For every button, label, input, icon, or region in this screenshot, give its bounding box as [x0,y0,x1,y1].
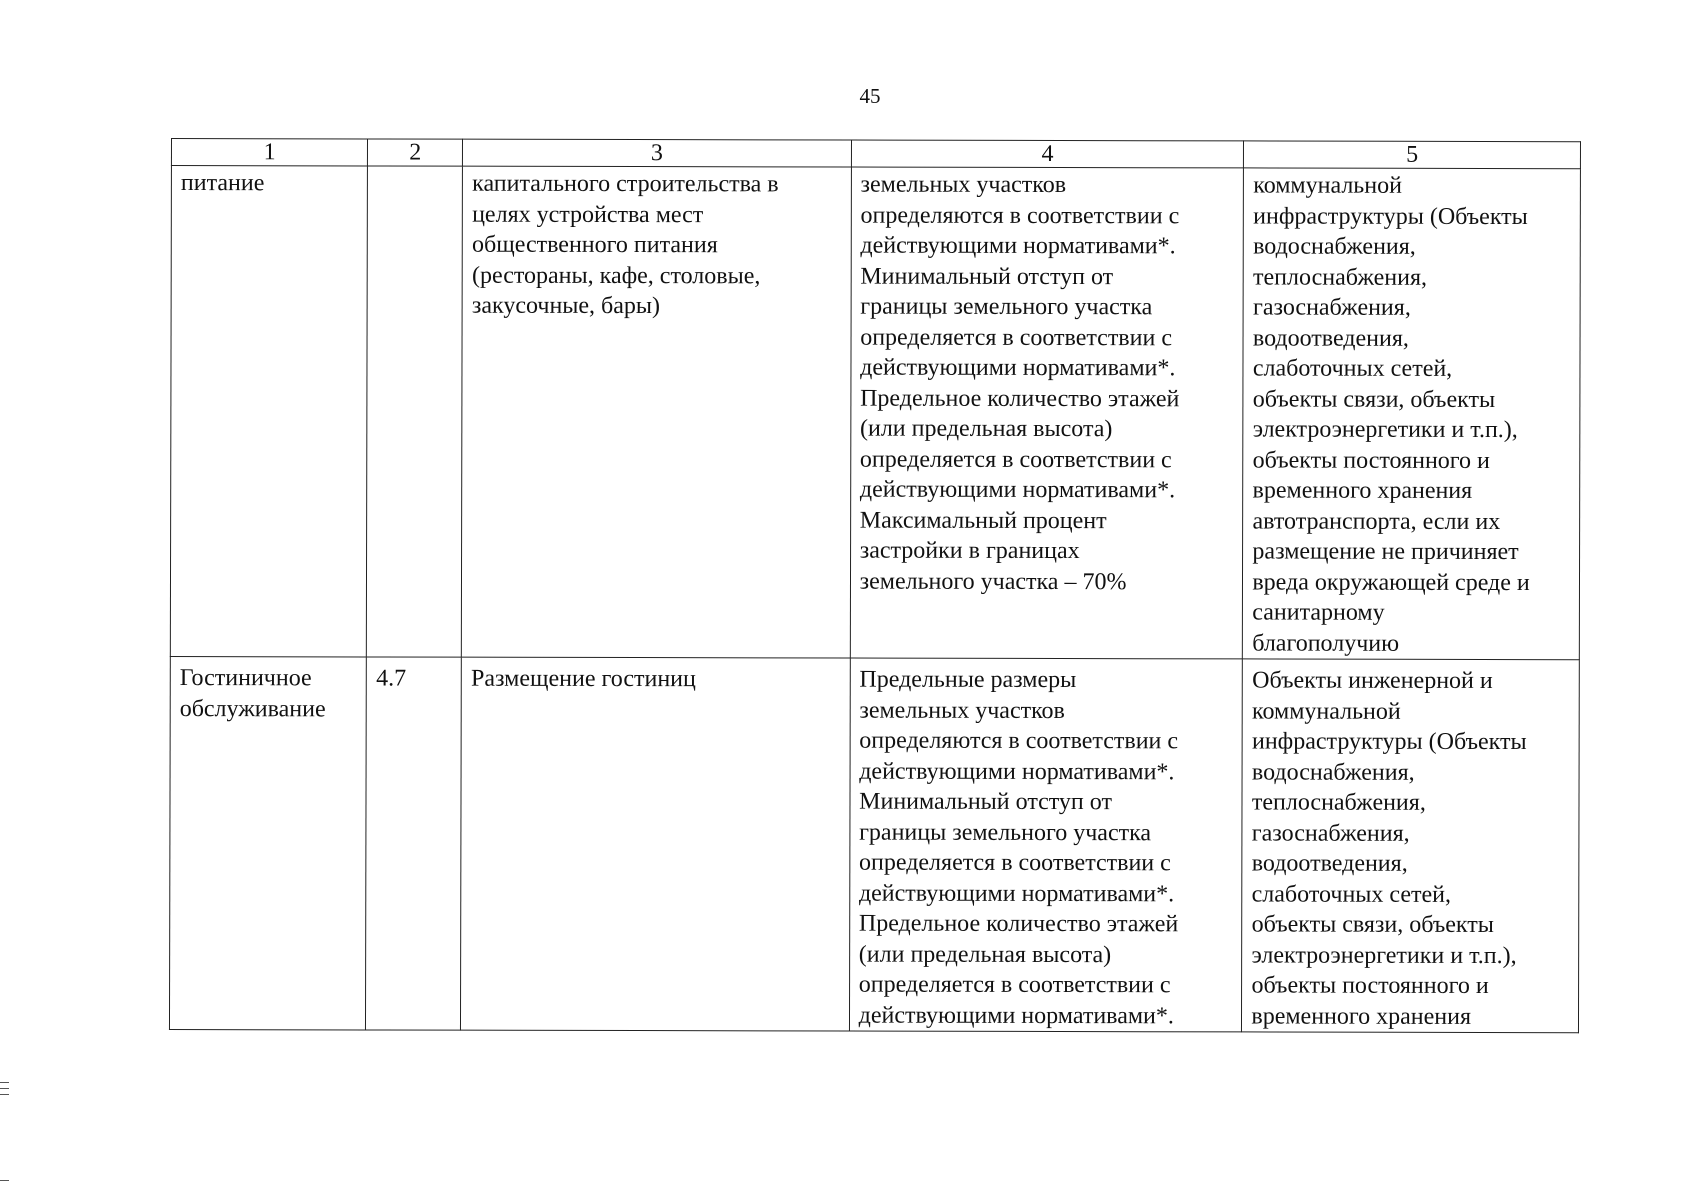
table-row [169,656,1579,1032]
scan-edge-mark [0,1082,9,1083]
parameters-cell: Предельные размеры земельных участков определяются в соответствии с действующими нормативами*. Минимальный отступ от границы земельного участка определяется в соответствии с действующими нормативами*. Предельное количество этажей (или предельная высота) определяется в соответствии с действующими нормативами*. [849,658,1243,1032]
use-type-name-cell: питание [170,166,367,657]
parameters-cell: земельных участков определяются в соответствии с действующими нормативами*. Минимальный отступ от границы земельного участка определяется в соответствии с действующими нормативами*. Предельное количество этажей (или предельная высота) определяется в соответствии с действующими нормативами*. Максимальный процент застройки в границах земельного участка – 70% [850,167,1244,659]
use-type-code-cell [367,166,463,657]
column-header-1: 1 [171,139,367,166]
land-use-table [169,138,1581,1033]
use-description-cell: Размещение гостиниц [461,657,850,1031]
scan-edge-mark [0,1088,9,1089]
auxiliary-uses-cell: коммунальной инфраструктуры (Объекты водоснабжения, теплоснабжения, газоснабжения, водоотведения, слаботочных сетей, объекты связи, объекты электроэнергетики и т.п.), объекты постоянного и временного хранения автотранспорта, если их размещение не причиняет вреда окружающей среде и санитарному благополучию [1243,168,1581,660]
column-header-4: 4 [851,140,1244,168]
table-row [170,166,1580,660]
column-header-2: 2 [368,139,463,166]
page-number: 45 [859,84,881,108]
use-type-code-cell: 4.7 [366,657,462,1030]
use-description-cell: капитального строительства в целях устройства мест общественного питания (рестораны, кафе, столовые, закусочные, бары) [462,166,852,658]
column-header-5: 5 [1244,141,1581,169]
auxiliary-uses-cell: Объекты инженерной и коммунальной инфраструктуры (Объекты водоснабжения, теплоснабжения, газоснабжения, водоотведения, слаботочных сетей, объекты связи, объекты электроэнергетики и т.п.), объекты постоянного и временного хранения [1242,659,1579,1033]
table-header-row [171,139,1580,169]
use-type-name-cell: Гостиничное обслуживание [169,656,366,1029]
scan-edge-mark [0,1094,9,1095]
column-header-3: 3 [463,139,851,167]
scan-edge-mark [0,1180,9,1181]
